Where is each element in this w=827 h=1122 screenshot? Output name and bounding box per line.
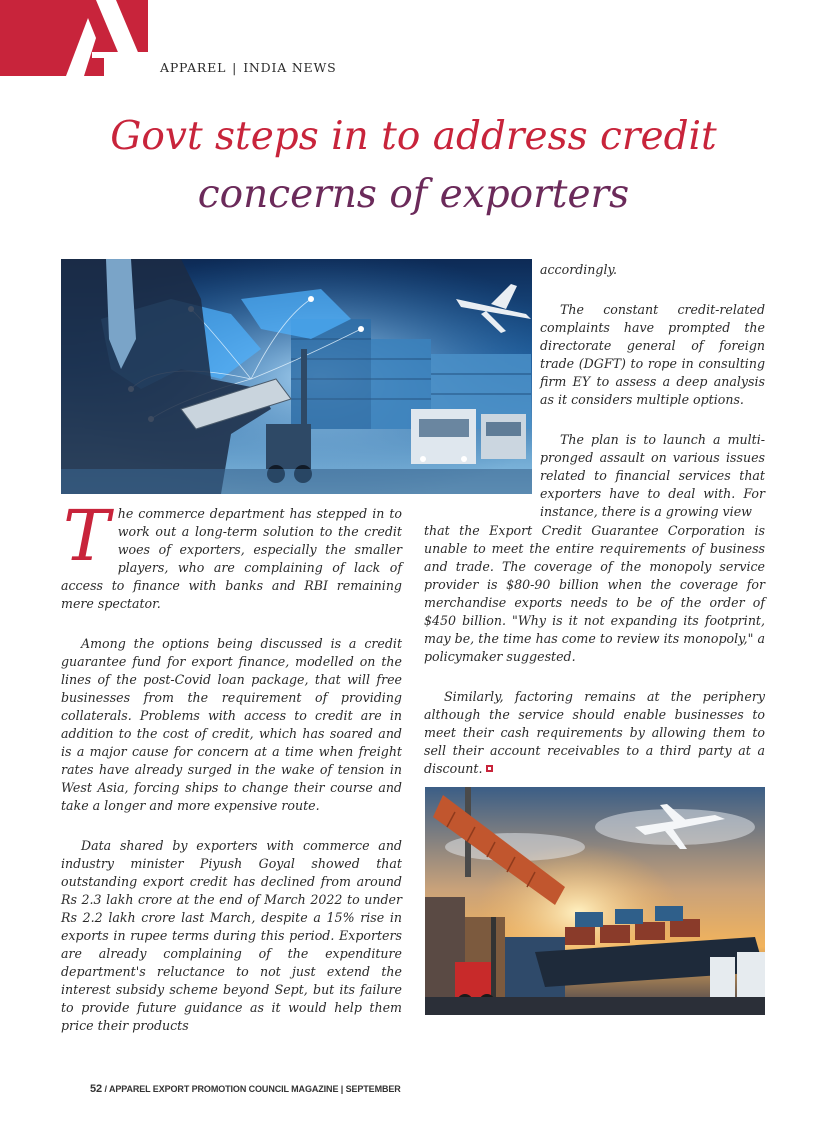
section-label <box>160 60 337 75</box>
article-title <box>60 108 767 224</box>
title-line-1: Govt steps in to address credit <box>110 114 717 159</box>
section-separator: | <box>232 60 238 75</box>
page-footer <box>90 1083 401 1095</box>
page-number: 52 <box>90 1083 103 1095</box>
paragraph-6-text: Similarly, factoring remains at the periphery although the service should enable businesses to meet their cash requirements by allowing them to sell their account receivables to a third party at a discount. <box>424 689 765 776</box>
paragraph-4: The constant credit-related complaints have prompted the directorate general of foreign trade (DGFT) to rope in consulting firm EY to assess a deep analysis as it considers multiple options. <box>540 302 765 407</box>
paragraph-2: Among the options being discussed is a credit guarantee fund for export finance, modelled on the lines of the post-Covid loan package, that will free businesses from the requirement of providing collaterals. Problems with access to credit are in addition to the cost of credit, which has soared and is a major cause for concern at a time when freight rates have already surged in the wake of tension in West Asia, forcing ships to change their course and take a longer and more expensive route. <box>61 636 402 813</box>
paragraph-1-text: he commerce department has stepped in to work out a long-term solution to the credit woes of exporters, especially the smaller players, who are complaining of lack of access to finance with banks and RBI remaining mere spectator. <box>61 506 402 611</box>
footer-slash: / <box>104 1084 107 1094</box>
magazine-name: APPAREL EXPORT PROMOTION COUNCIL MAGAZINE | SEPTEMBER <box>108 1084 401 1094</box>
drop-cap: T <box>63 495 110 577</box>
paragraph-3-continued: accordingly. <box>540 262 617 277</box>
paragraph-5-rest: that the Export Credit Guarantee Corporation is unable to meet the entire requirements of business and trade. The coverage of the monopoly service provider is $80-90 billion when the coverage for merchandise exports needs to be of the order of $450 billion. "Why is it not expanding its footprint, may be, the time has come to review its monopoly," a policymaker suggested. <box>424 523 765 664</box>
column-right-bottom <box>424 522 765 800</box>
category-name: INDIA NEWS <box>243 60 337 75</box>
column-left <box>61 495 402 1057</box>
logistics-photo-top <box>61 259 532 494</box>
magazine-logo <box>0 0 148 76</box>
paragraph-6 <box>424 688 765 778</box>
paragraph-5-wrapped: The plan is to launch a multi-pronged assault on various issues related to financial services that exporters have to deal with. For instance, there is a growing view <box>540 432 765 519</box>
end-of-article-icon <box>486 765 493 772</box>
section-name: APPAREL <box>160 60 227 75</box>
paragraph-1 <box>61 495 402 613</box>
title-line-2: concerns of exporters <box>197 172 630 217</box>
port-photo-bottom <box>425 787 765 1015</box>
paragraph-3: Data shared by exporters with commerce and industry minister Piyush Goyal showed that outstanding export credit has declined from around Rs 2.3 lakh crore at the end of March 2022 to under Rs 2.2 lakh crore last March, despite a 15% rise in exports in rupee terms during this period. Exporters are already complaining of the expenditure department's reluctance to not just extend the interest subsidy scheme beyond Sept, but its failure to provide future guidance as it would help them price their products <box>61 838 402 1033</box>
column-right-top <box>540 261 765 521</box>
